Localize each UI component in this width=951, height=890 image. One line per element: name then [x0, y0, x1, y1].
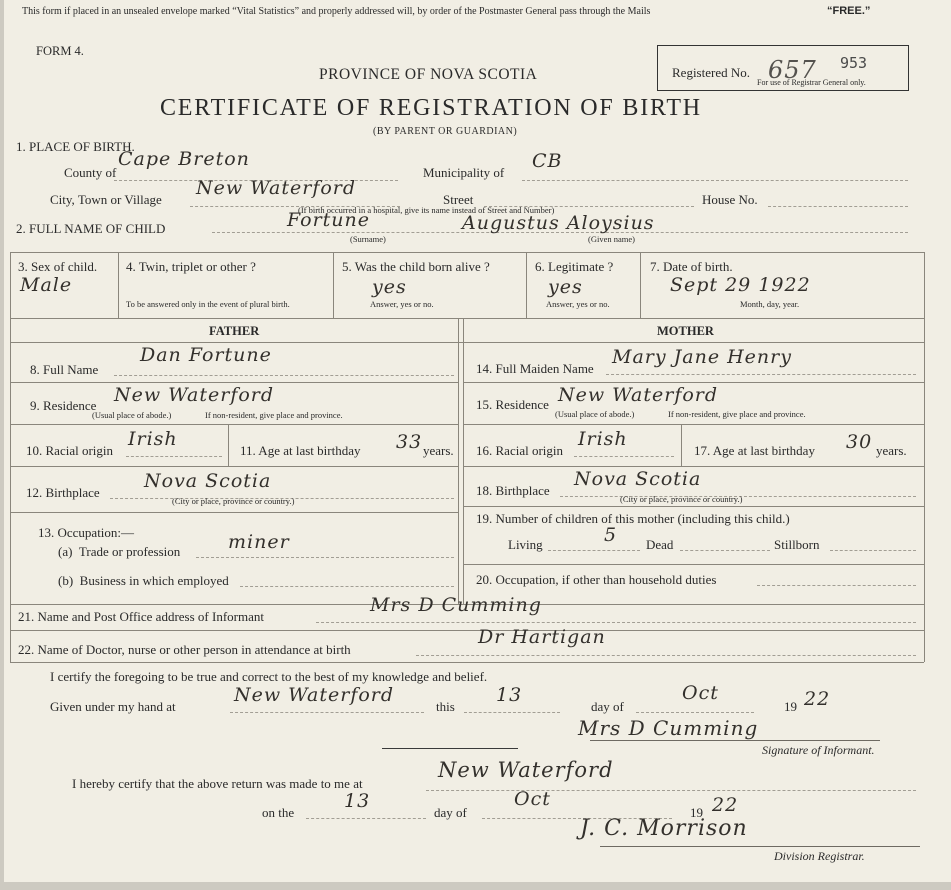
registered-number-box [657, 45, 909, 91]
left-edge [0, 0, 4, 890]
father-birthplace-note: (City or place, province or country.) [172, 496, 295, 506]
mother-age-label: 17. Age at last birthday [694, 443, 815, 458]
county-value: Cape Breton [118, 148, 250, 170]
mother-years: years. [876, 443, 907, 458]
father-age-value: 33 [396, 431, 423, 453]
mother-heading: MOTHER [657, 324, 714, 338]
alive-note: Answer, yes or no. [370, 299, 434, 309]
mother-name-label: 14. Full Maiden Name [476, 361, 594, 376]
father-residence-note-nonresident: If non-resident, give place and province. [205, 410, 343, 420]
mother-residence-note-abode: (Usual place of abode.) [555, 409, 635, 419]
county-label: County of [64, 165, 117, 180]
father-residence-note-abode: (Usual place of abode.) [92, 410, 172, 420]
child-given-value: Augustus Aloysius [462, 212, 655, 234]
mother-age-value: 30 [846, 431, 873, 453]
municipality-value: CB [532, 150, 563, 172]
mother-occupation-label: 20. Occupation, if other than household duties [476, 572, 717, 587]
registrar-year-suffix: 22 [712, 794, 739, 816]
registrar-day-value: 13 [344, 790, 371, 812]
signature-of-informant-caption: Signature of Informant. [762, 743, 875, 757]
father-trade-label: (a) Trade or profession [58, 544, 181, 559]
municipality-label: Municipality of [423, 165, 505, 180]
child-surname-value: Fortune [287, 209, 371, 231]
division-registrar-caption: Division Registrar. [774, 849, 865, 863]
father-birthplace-value: Nova Scotia [144, 470, 272, 492]
date-of-birth-value: Sept 29 1922 [670, 274, 811, 296]
mother-racial-label: 16. Racial origin [476, 443, 564, 458]
given-year-suffix: 22 [804, 688, 831, 710]
mother-children-label: 19. Number of children of this mother (including this child.) [476, 511, 790, 526]
surname-caption: (Surname) [350, 234, 386, 244]
house-label: House No. [702, 192, 758, 207]
registrar-certify-statement: I hereby certify that the above return was made to me at [72, 776, 363, 791]
living-label: Living [508, 537, 543, 552]
twin-note: To be answered only in the event of plural birth. [126, 299, 290, 309]
registrar-note: For use of Registrar General only. [757, 78, 866, 87]
father-business-label: (b) Business in which employed [58, 573, 229, 588]
mail-notice: This form if placed in an unsealed envelope marked “Vital Statistics” and properly addressed will, by order of the Postmaster General pass through the Mails [22, 6, 651, 17]
separator-rule [382, 748, 518, 749]
father-racial-value: Irish [128, 428, 178, 450]
legitimate-value: yes [548, 276, 583, 298]
stillborn-label: Stillborn [774, 537, 820, 552]
given-month-value: Oct [682, 682, 719, 704]
registrar-place-value: New Waterford [438, 758, 614, 782]
father-residence-value: New Waterford [114, 384, 275, 406]
dead-label: Dead [646, 537, 674, 552]
registrar-month-value: Oct [514, 788, 551, 810]
on-the-label: on the [262, 805, 295, 820]
given-year-prefix: 19 [784, 699, 797, 714]
page-title: CERTIFICATE OF REGISTRATION OF BIRTH [160, 95, 702, 121]
mother-residence-value: New Waterford [558, 384, 719, 406]
informant-value: Mrs D Cumming [370, 594, 542, 616]
registrar-signature: J. C. Morrison [580, 816, 748, 841]
hospital-note: (If birth occurred in a hospital, give its name instead of Street and Number) [298, 205, 555, 215]
father-occupation-label: 13. Occupation:— [38, 525, 135, 540]
father-trade-value: miner [228, 531, 290, 553]
mother-birthplace-note: (City or place, province or country.) [620, 494, 743, 504]
doctor-value: Dr Hartigan [478, 626, 606, 648]
given-day-of-label: day of [591, 699, 624, 714]
bottom-edge [0, 882, 951, 890]
place-of-birth-label: 1. PLACE OF BIRTH. [16, 139, 135, 154]
mother-residence-label: 15. Residence [476, 397, 549, 412]
living-value: 5 [604, 524, 618, 546]
page-subtitle: (BY PARENT OR GUARDIAN) [373, 126, 518, 137]
legitimate-label: 6. Legitimate ? [535, 259, 614, 274]
date-of-birth-label: 7. Date of birth. [650, 259, 733, 274]
mother-residence-note-nonresident: If non-resident, give place and province. [668, 409, 806, 419]
province-heading: PROVINCE OF NOVA SCOTIA [319, 66, 538, 83]
father-age-label: 11. Age at last birthday [240, 443, 361, 458]
sex-value: Male [20, 274, 73, 296]
city-label: City, Town or Village [50, 192, 162, 207]
registered-label: Registered No. [672, 65, 750, 80]
mother-birthplace-value: Nova Scotia [574, 468, 702, 490]
father-name-value: Dan Fortune [140, 344, 272, 366]
date-of-birth-note: Month, day, year. [740, 299, 800, 309]
given-name-caption: (Given name) [588, 234, 635, 244]
given-under-label: Given under my hand at [50, 699, 176, 714]
registered-number-handwritten: 657 [768, 56, 817, 84]
doctor-label: 22. Name of Doctor, nurse or other person in attendance at birth [18, 642, 351, 657]
form-number: FORM 4. [36, 44, 84, 58]
father-residence-label: 9. Residence [30, 398, 97, 413]
given-day-value: 13 [496, 684, 523, 706]
alive-value: yes [372, 276, 407, 298]
child-name-label: 2. FULL NAME OF CHILD [16, 221, 166, 236]
alive-label: 5. Was the child born alive ? [342, 259, 490, 274]
legitimate-note: Answer, yes or no. [546, 299, 610, 309]
mail-notice-free: “FREE.” [827, 5, 871, 17]
certify-statement: I certify the foregoing to be true and correct to the best of my knowledge and belief. [50, 669, 488, 684]
father-name-label: 8. Full Name [30, 362, 99, 377]
father-racial-label: 10. Racial origin [26, 443, 114, 458]
father-birthplace-label: 12. Birthplace [26, 485, 100, 500]
mother-name-value: Mary Jane Henry [612, 346, 792, 368]
father-years: years. [423, 443, 454, 458]
twin-label: 4. Twin, triplet or other ? [126, 259, 256, 274]
registrar-year-prefix: 19 [690, 805, 703, 820]
street-label: Street [443, 192, 474, 207]
mother-racial-value: Irish [578, 428, 628, 450]
informant-label: 21. Name and Post Office address of Informant [18, 609, 264, 624]
mother-birthplace-label: 18. Birthplace [476, 483, 550, 498]
sex-label: 3. Sex of child. [18, 259, 98, 274]
city-value: New Waterford [196, 177, 357, 199]
registered-number-stamp: 953 [840, 54, 868, 72]
given-place-value: New Waterford [234, 684, 395, 706]
father-heading: FATHER [209, 324, 260, 338]
this-label: this [436, 699, 455, 714]
registrar-day-of-label: day of [434, 805, 467, 820]
informant-signature: Mrs D Cumming [578, 716, 759, 740]
